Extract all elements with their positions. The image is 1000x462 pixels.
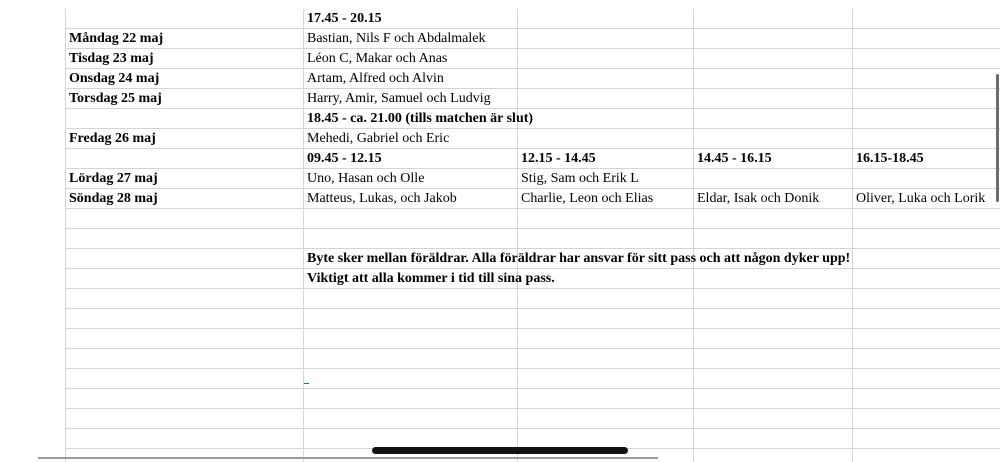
day-cell[interactable]: Måndag 22 maj	[66, 29, 304, 49]
empty-cell[interactable]	[853, 329, 1000, 349]
names-cell[interactable]: Charlie, Leon och Elias	[518, 189, 694, 209]
time-slot-cell[interactable]: 14.45 - 16.15	[694, 149, 853, 169]
empty-cell[interactable]	[66, 309, 304, 329]
table-row	[66, 209, 1000, 229]
names-cell[interactable]	[518, 69, 694, 89]
empty-cell[interactable]	[518, 329, 694, 349]
table-row	[66, 249, 1000, 269]
note-cell[interactable]: Viktigt att alla kommer i tid till sina pass.	[304, 269, 518, 289]
empty-cell[interactable]	[304, 329, 518, 349]
empty-cell[interactable]	[66, 389, 304, 409]
link-underline[interactable]	[304, 383, 309, 384]
empty-cell[interactable]	[694, 309, 853, 329]
time-slot-cell[interactable]	[853, 9, 1000, 29]
empty-cell[interactable]	[694, 289, 853, 309]
empty-cell[interactable]	[66, 409, 304, 429]
empty-cell[interactable]	[66, 229, 304, 249]
names-cell[interactable]: Harry, Amir, Samuel och Ludvig	[304, 89, 518, 109]
table-row	[66, 9, 1000, 29]
empty-cell[interactable]	[518, 309, 694, 329]
names-cell[interactable]	[694, 49, 853, 69]
names-cell[interactable]	[518, 49, 694, 69]
table-row	[66, 109, 1000, 129]
names-cell[interactable]	[694, 29, 853, 49]
day-cell[interactable]	[66, 149, 304, 169]
names-cell[interactable]	[853, 169, 1000, 189]
empty-cell[interactable]	[694, 329, 853, 349]
empty-cell[interactable]	[694, 349, 853, 369]
table-row	[66, 29, 1000, 49]
empty-cell[interactable]	[853, 249, 1000, 269]
empty-cell[interactable]	[694, 369, 853, 389]
table-row	[66, 189, 1000, 209]
empty-cell[interactable]	[304, 429, 518, 449]
time-slot-cell[interactable]	[694, 109, 853, 129]
home-indicator[interactable]	[372, 447, 628, 454]
table-row	[66, 289, 1000, 309]
time-slot-cell[interactable]	[853, 109, 1000, 129]
names-cell[interactable]: Mehedi, Gabriel och Eric	[304, 129, 518, 149]
empty-cell[interactable]	[304, 289, 518, 309]
empty-cell[interactable]	[694, 389, 853, 409]
names-cell[interactable]: Artam, Alfred och Alvin	[304, 69, 518, 89]
empty-cell[interactable]	[853, 309, 1000, 329]
day-cell[interactable]: Onsdag 24 maj	[66, 69, 304, 89]
day-cell[interactable]: Fredag 26 maj	[66, 129, 304, 149]
names-cell[interactable]: Oliver, Luka och Lorik	[853, 189, 1000, 209]
names-cell[interactable]	[694, 69, 853, 89]
empty-cell[interactable]	[518, 429, 694, 449]
empty-cell[interactable]	[518, 349, 694, 369]
vertical-scrollbar[interactable]	[996, 74, 999, 202]
names-cell[interactable]	[853, 89, 1000, 109]
empty-cell[interactable]	[518, 229, 694, 249]
table-row	[66, 89, 1000, 109]
table-row	[66, 169, 1000, 189]
time-slot-cell[interactable]: 18.45 - ca. 21.00 (tills matchen är slut)	[304, 109, 518, 129]
time-slot-cell[interactable]: 17.45 - 20.15	[304, 9, 518, 29]
empty-cell[interactable]	[853, 429, 1000, 449]
empty-cell[interactable]	[853, 389, 1000, 409]
empty-cell[interactable]	[518, 369, 694, 389]
names-cell[interactable]: Bastian, Nils F och Abdalmalek	[304, 29, 518, 49]
table-row	[66, 309, 1000, 329]
day-cell[interactable]: Tisdag 23 maj	[66, 49, 304, 69]
empty-cell[interactable]	[853, 409, 1000, 429]
table-row	[66, 329, 1000, 349]
table-row	[66, 349, 1000, 369]
table-row	[66, 409, 1000, 429]
table-row	[66, 269, 1000, 289]
time-slot-cell[interactable]: 09.45 - 12.15	[304, 149, 518, 169]
empty-cell[interactable]	[66, 369, 304, 389]
names-cell[interactable]	[694, 129, 853, 149]
empty-cell[interactable]	[853, 449, 1000, 462]
empty-cell[interactable]	[304, 209, 518, 229]
day-cell[interactable]: Torsdag 25 maj	[66, 89, 304, 109]
names-cell[interactable]	[518, 89, 694, 109]
table-row	[66, 129, 1000, 149]
names-cell[interactable]: Léon C, Makar och Anas	[304, 49, 518, 69]
table-row	[66, 369, 1000, 389]
time-slot-cell[interactable]	[694, 9, 853, 29]
names-cell[interactable]	[853, 129, 1000, 149]
day-cell[interactable]	[66, 9, 304, 29]
table-row	[66, 389, 1000, 409]
empty-cell[interactable]	[694, 449, 853, 462]
names-cell[interactable]: Matteus, Lukas, och Jakob	[304, 189, 518, 209]
link-cell[interactable]	[304, 369, 518, 389]
table-row	[66, 149, 1000, 169]
empty-cell[interactable]	[66, 449, 304, 462]
time-slot-cell[interactable]: 12.15 - 14.45	[518, 149, 694, 169]
empty-cell[interactable]	[694, 269, 853, 289]
names-cell[interactable]: Eldar, Isak och Donik	[694, 189, 853, 209]
schedule-table	[65, 9, 1000, 462]
empty-cell[interactable]	[694, 429, 853, 449]
note-cell[interactable]: Byte sker mellan föräldrar. Alla föräldrar har ansvar för sitt pass och att någon dyker upp!	[304, 249, 518, 269]
table-row	[66, 229, 1000, 249]
names-cell[interactable]: Uno, Hasan och Olle	[304, 169, 518, 189]
day-cell[interactable]: Söndag 28 maj	[66, 189, 304, 209]
table-row	[66, 49, 1000, 69]
empty-cell[interactable]	[694, 409, 853, 429]
empty-cell[interactable]	[66, 429, 304, 449]
empty-cell[interactable]	[66, 289, 304, 309]
names-cell[interactable]	[518, 129, 694, 149]
time-slot-cell[interactable]	[518, 109, 694, 129]
empty-cell[interactable]	[694, 209, 853, 229]
empty-cell[interactable]	[853, 289, 1000, 309]
table-row	[66, 429, 1000, 449]
names-cell[interactable]	[694, 169, 853, 189]
empty-cell[interactable]	[66, 349, 304, 369]
time-slot-cell[interactable]: 16.15-18.45	[853, 149, 1000, 169]
empty-cell[interactable]	[66, 329, 304, 349]
names-cell[interactable]	[853, 49, 1000, 69]
empty-cell[interactable]	[518, 409, 694, 429]
bottom-divider	[38, 457, 658, 459]
empty-cell[interactable]	[694, 229, 853, 249]
empty-cell[interactable]	[853, 269, 1000, 289]
empty-cell[interactable]	[518, 289, 694, 309]
empty-cell[interactable]	[304, 229, 518, 249]
names-cell[interactable]	[694, 89, 853, 109]
empty-cell[interactable]	[853, 349, 1000, 369]
empty-cell[interactable]	[66, 209, 304, 229]
day-cell[interactable]	[66, 109, 304, 129]
empty-cell[interactable]	[66, 269, 304, 289]
empty-cell[interactable]	[304, 349, 518, 369]
empty-cell[interactable]	[304, 409, 518, 429]
names-cell[interactable]	[853, 29, 1000, 49]
time-slot-cell[interactable]	[518, 9, 694, 29]
empty-cell[interactable]	[853, 209, 1000, 229]
names-cell[interactable]	[518, 29, 694, 49]
empty-cell[interactable]	[304, 309, 518, 329]
table-row	[66, 69, 1000, 89]
empty-cell[interactable]	[853, 369, 1000, 389]
empty-cell[interactable]	[853, 229, 1000, 249]
empty-cell[interactable]	[518, 209, 694, 229]
empty-cell[interactable]	[518, 389, 694, 409]
names-cell[interactable]: Stig, Sam och Erik L	[518, 169, 694, 189]
empty-cell[interactable]	[304, 389, 518, 409]
empty-cell[interactable]	[66, 249, 304, 269]
names-cell[interactable]	[853, 69, 1000, 89]
day-cell[interactable]: Lördag 27 maj	[66, 169, 304, 189]
